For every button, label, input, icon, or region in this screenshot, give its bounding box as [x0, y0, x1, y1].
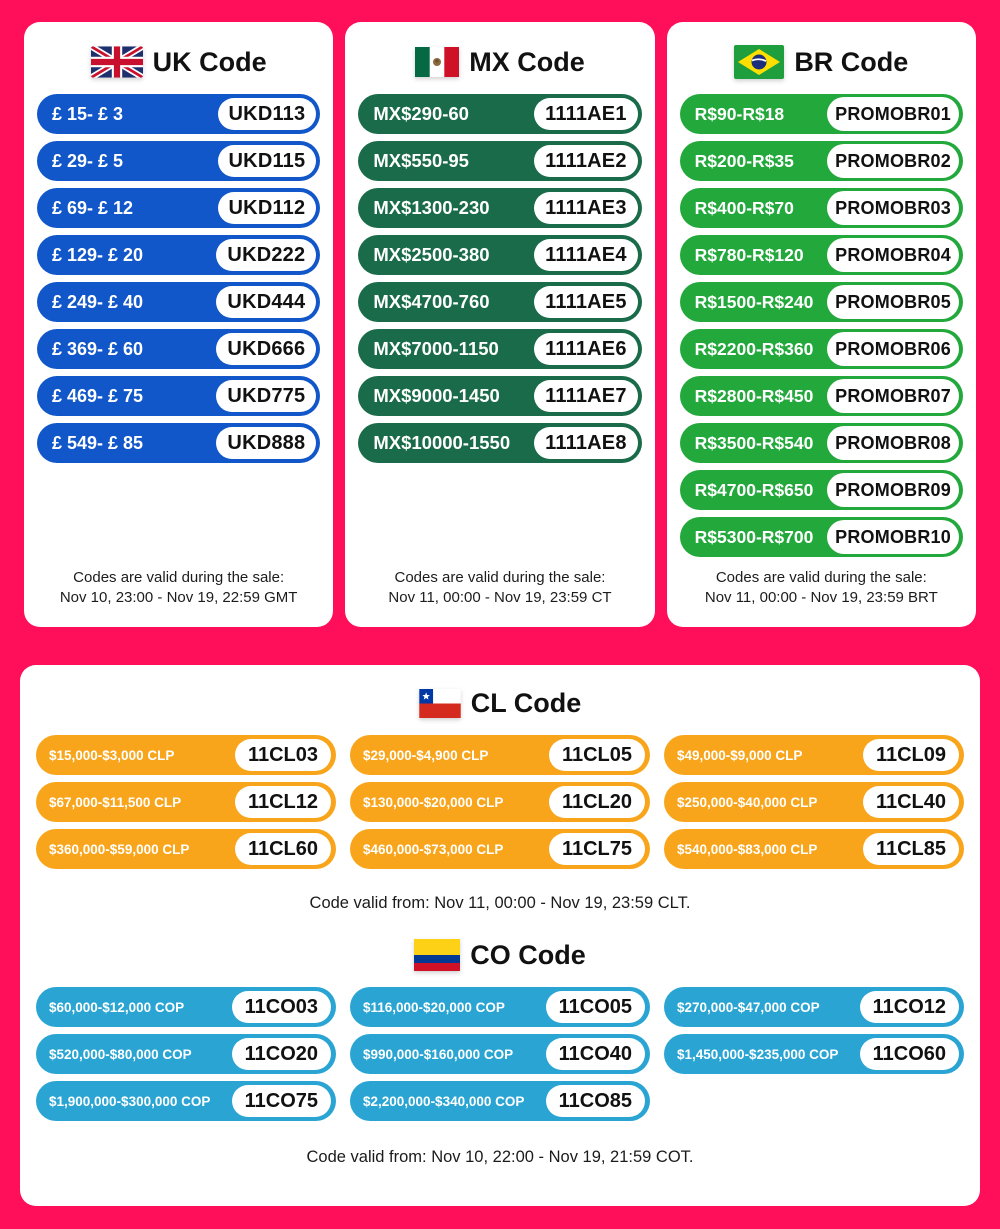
br-coupon-list — [680, 94, 963, 557]
coupon-row — [664, 987, 964, 1027]
coupon-row — [36, 782, 336, 822]
mx-card-title: MX Code — [469, 46, 585, 77]
coupon-code[interactable]: PROMOBR02 — [827, 144, 959, 178]
offer-label: £ 129- £ 20 — [52, 244, 144, 265]
coupon-code[interactable]: 1111AE6 — [534, 333, 638, 365]
coupon-code[interactable]: 11CO75 — [232, 1085, 331, 1117]
coupon-code[interactable]: UKD222 — [216, 239, 316, 271]
coupon-row — [680, 470, 963, 510]
coupon-code[interactable]: UKD115 — [218, 145, 317, 177]
offer-label: R$200-R$35 — [694, 150, 794, 171]
co-flag-icon — [414, 939, 460, 971]
coupon-code[interactable]: 1111AE2 — [534, 145, 638, 177]
coupon-row — [36, 1034, 336, 1074]
offer-label: R$5300-R$700 — [694, 526, 814, 547]
coupon-row — [37, 188, 320, 228]
offer-label: $270,000-$47,000 COP — [677, 999, 820, 1015]
uk-validity-note — [37, 568, 320, 611]
coupon-code[interactable]: 1111AE5 — [534, 286, 638, 318]
coupon-row — [358, 94, 641, 134]
mx-coupon-list — [358, 94, 641, 463]
cl-co-card — [20, 665, 980, 1206]
coupon-code[interactable]: 11CL20 — [549, 786, 645, 818]
coupon-code[interactable]: 11CO12 — [860, 991, 959, 1023]
offer-label: $520,000-$80,000 COP — [49, 1046, 192, 1062]
co-section-title: CO Code — [470, 939, 586, 970]
coupon-code[interactable]: PROMOBR08 — [827, 426, 959, 460]
coupon-row — [358, 141, 641, 181]
coupon-code[interactable]: 11CL03 — [235, 739, 331, 771]
coupon-row — [680, 141, 963, 181]
br-card-title: BR Code — [794, 46, 909, 77]
coupon-row — [36, 735, 336, 775]
offer-label: MX$1300-230 — [373, 197, 490, 218]
uk-card-header — [37, 38, 320, 86]
coupon-row — [350, 735, 650, 775]
validity-line-2: Nov 10, 23:00 - Nov 19, 22:59 GMT — [59, 589, 298, 607]
br-card-header — [680, 38, 963, 86]
mx-card-header — [358, 38, 641, 86]
coupon-row — [358, 282, 641, 322]
coupon-code[interactable]: 1111AE1 — [534, 98, 638, 130]
coupon-code[interactable]: PROMOBR03 — [827, 191, 959, 225]
coupon-row — [680, 94, 963, 134]
coupon-code[interactable]: PROMOBR09 — [827, 473, 959, 507]
mx-validity-note — [358, 568, 641, 611]
cl-section-header — [36, 679, 964, 727]
coupon-code[interactable]: UKD775 — [216, 380, 316, 412]
validity-line-2: Nov 11, 00:00 - Nov 19, 23:59 CT — [388, 589, 612, 607]
offer-label: MX$2500-380 — [373, 244, 490, 265]
coupon-row — [37, 235, 320, 275]
coupon-row — [36, 987, 336, 1027]
offer-label: $1,450,000-$235,000 COP — [677, 1046, 839, 1062]
coupon-code[interactable]: 1111AE3 — [534, 192, 638, 224]
offer-label: $1,900,000-$300,000 COP — [49, 1093, 211, 1109]
coupon-row — [680, 282, 963, 322]
coupon-code[interactable]: PROMOBR07 — [827, 379, 959, 413]
offer-label: MX$7000-1150 — [373, 338, 499, 359]
cl-validity-note: Code valid from: Nov 11, 00:00 - Nov 19, 23:59 CLT. — [309, 894, 691, 912]
cl-coupon-grid — [36, 735, 964, 869]
offer-label: MX$9000-1450 — [373, 385, 500, 406]
offer-label: £ 15- £ 3 — [52, 103, 124, 124]
coupon-row — [680, 329, 963, 369]
coupon-row — [358, 376, 641, 416]
mx-flag-icon — [415, 47, 459, 77]
offer-label: $360,000-$59,000 CLP — [49, 841, 190, 857]
coupon-code[interactable]: 11CL05 — [549, 739, 645, 771]
coupon-row — [37, 141, 320, 181]
offer-label: MX$290-60 — [373, 103, 469, 124]
coupon-row — [36, 829, 336, 869]
validity-line-1: Codes are valid during the sale: — [394, 568, 606, 586]
coupon-code[interactable]: 11CL60 — [235, 833, 331, 865]
offer-label: R$400-R$70 — [694, 197, 794, 218]
coupon-code[interactable]: 11CO03 — [232, 991, 331, 1023]
coupon-code[interactable]: 11CL09 — [863, 739, 959, 771]
coupon-row — [664, 782, 964, 822]
offer-label: R$4700-R$650 — [694, 479, 814, 500]
coupon-code[interactable]: 11CO85 — [546, 1085, 645, 1117]
coupon-row — [358, 329, 641, 369]
coupon-row — [680, 188, 963, 228]
coupon-code[interactable]: 11CL85 — [863, 833, 959, 865]
coupon-code[interactable]: UKD888 — [216, 427, 316, 459]
offer-label: £ 249- £ 40 — [52, 291, 144, 312]
coupon-row — [350, 987, 650, 1027]
offer-label: R$90-R$18 — [694, 103, 785, 124]
offer-label: $15,000-$3,000 CLP — [49, 747, 175, 763]
offer-label: $2,200,000-$340,000 COP — [363, 1093, 525, 1109]
coupon-code[interactable]: PROMOBR10 — [827, 520, 959, 554]
cl-flag-icon — [419, 689, 461, 718]
coupon-code[interactable]: PROMOBR04 — [827, 238, 959, 272]
co-validity-note: Code valid from: Nov 10, 22:00 - Nov 19, 21:59 COT. — [306, 1148, 694, 1166]
validity-line-2: Nov 11, 00:00 - Nov 19, 23:59 BRT — [704, 589, 938, 607]
validity-line-1: Codes are valid during the sale: — [715, 568, 927, 586]
coupon-code[interactable]: 1111AE7 — [534, 380, 638, 412]
br-flag-icon — [734, 45, 784, 79]
coupon-row — [37, 94, 320, 134]
coupon-row — [36, 1081, 336, 1121]
coupon-row — [358, 188, 641, 228]
offer-label: R$780-R$120 — [694, 244, 804, 265]
coupon-code[interactable]: 1111AE8 — [534, 427, 638, 459]
offer-label: MX$4700-760 — [373, 291, 490, 312]
coupon-row — [350, 1081, 650, 1121]
co-coupon-grid — [36, 987, 964, 1121]
coupon-row — [680, 423, 963, 463]
cl-section-title: CL Code — [470, 687, 582, 718]
coupon-row — [664, 829, 964, 869]
coupon-code[interactable]: PROMOBR01 — [827, 97, 959, 131]
offer-label: $990,000-$160,000 COP — [363, 1046, 514, 1062]
coupon-code[interactable]: 11CL40 — [863, 786, 959, 818]
coupon-code[interactable]: 11CO40 — [546, 1038, 645, 1070]
offer-label: $540,000-$83,000 CLP — [677, 841, 818, 857]
offer-label: $130,000-$20,000 CLP — [363, 794, 504, 810]
coupon-code[interactable]: 11CO20 — [232, 1038, 331, 1070]
coupon-code[interactable]: PROMOBR05 — [827, 285, 959, 319]
offer-label: $49,000-$9,000 CLP — [677, 747, 803, 763]
offer-label: £ 469- £ 75 — [52, 385, 144, 406]
coupon-row — [350, 782, 650, 822]
offer-label: MX$10000-1550 — [373, 432, 511, 453]
coupon-code[interactable]: UKD444 — [216, 286, 316, 318]
coupon-code[interactable]: 11CO05 — [546, 991, 645, 1023]
coupon-row — [664, 735, 964, 775]
offer-label: £ 549- £ 85 — [52, 432, 144, 453]
coupon-code[interactable]: 11CL12 — [235, 786, 331, 818]
coupon-row — [358, 235, 641, 275]
co-section — [36, 931, 964, 1167]
co-section-header — [36, 931, 964, 979]
coupon-row — [358, 423, 641, 463]
uk-coupon-list — [37, 94, 320, 463]
offer-label: R$2200-R$360 — [694, 338, 814, 359]
uk-card-title: UK Code — [152, 46, 267, 77]
coupon-code[interactable]: UKD666 — [216, 333, 316, 365]
offer-label: $116,000-$20,000 COP — [363, 999, 505, 1015]
offer-label: $29,000-$4,900 CLP — [363, 747, 489, 763]
br-validity-note — [680, 568, 963, 611]
coupon-row — [350, 829, 650, 869]
offer-label: $250,000-$40,000 CLP — [677, 794, 818, 810]
validity-line-1: Codes are valid during the sale: — [73, 568, 285, 586]
coupon-row — [37, 329, 320, 369]
coupon-code[interactable]: 11CL75 — [549, 833, 645, 865]
offer-label: R$3500-R$540 — [694, 432, 814, 453]
coupon-row — [680, 235, 963, 275]
coupon-code[interactable]: UKD112 — [218, 192, 317, 224]
offer-label: $460,000-$73,000 CLP — [363, 841, 504, 857]
offer-label: $60,000-$12,000 COP — [49, 999, 185, 1015]
cl-section — [36, 679, 964, 913]
br-code-card — [667, 22, 976, 627]
coupon-code[interactable]: 11CO60 — [860, 1038, 959, 1070]
coupon-row — [37, 282, 320, 322]
offer-label: £ 369- £ 60 — [52, 338, 144, 359]
coupon-code[interactable]: PROMOBR06 — [827, 332, 959, 366]
offer-label: £ 69- £ 12 — [52, 197, 134, 218]
offer-label: R$1500-R$240 — [694, 291, 814, 312]
mx-code-card — [345, 22, 654, 627]
uk-code-card — [24, 22, 333, 627]
coupon-code[interactable]: 1111AE4 — [534, 239, 638, 271]
coupon-row — [37, 376, 320, 416]
offer-label: $67,000-$11,500 CLP — [49, 794, 182, 810]
coupon-row — [350, 1034, 650, 1074]
coupon-row — [664, 1034, 964, 1074]
offer-label: R$2800-R$450 — [694, 385, 814, 406]
uk-flag-icon — [91, 43, 143, 81]
coupon-row — [37, 423, 320, 463]
offer-label: £ 29- £ 5 — [52, 150, 124, 171]
coupon-row — [680, 376, 963, 416]
coupon-code[interactable]: UKD113 — [218, 98, 317, 130]
offer-label: MX$550-95 — [373, 150, 469, 171]
coupon-row — [680, 517, 963, 557]
